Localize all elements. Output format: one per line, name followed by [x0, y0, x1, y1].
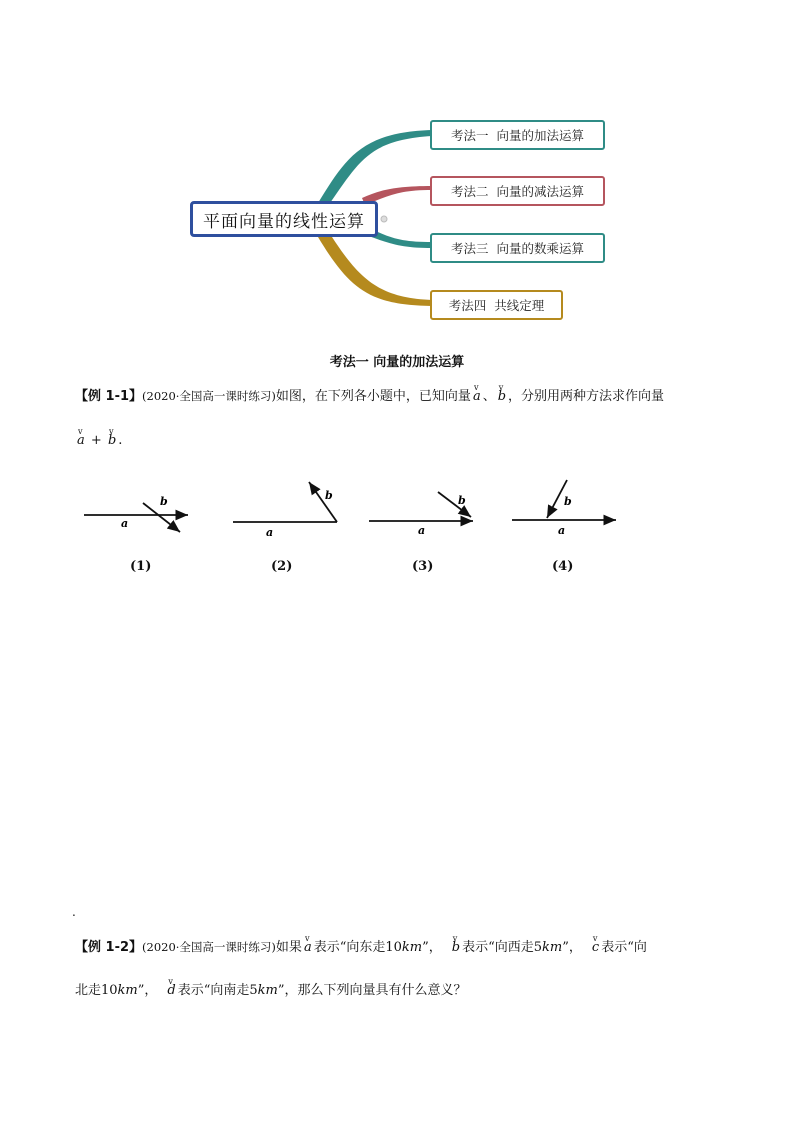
vector-a-label: a	[558, 524, 566, 537]
example-source: (2020·全国高一课时练习)	[142, 940, 276, 954]
section-title: 考法一 向量的加法运算	[329, 355, 465, 370]
vector-figures	[0, 470, 794, 560]
vector-b-arrow	[438, 492, 471, 517]
branch-connector-1	[318, 130, 432, 203]
collapse-dot	[381, 216, 387, 222]
example-source: (2020·全国高一课时练习)	[142, 389, 276, 403]
figure-caption-1: (1)	[130, 559, 152, 574]
example-text: 表示“向东走10	[313, 940, 402, 955]
vector-a-label: a	[121, 517, 129, 530]
vector-b-label: b	[160, 495, 168, 508]
example-1-2-line2	[75, 982, 467, 1000]
unit-km: km	[257, 983, 278, 998]
mindmap-branch-2: 考法二 向量的减法运算	[430, 176, 605, 206]
example-text: 表示“向	[601, 940, 647, 955]
vector-b-symbol: v b	[496, 388, 508, 406]
example-text: 如图，在下列各小题中，已知向量	[275, 389, 471, 404]
unit-km: km	[401, 940, 423, 955]
separator: 、	[482, 389, 496, 404]
vector-d-symbol: v d	[165, 982, 177, 1000]
mindmap-root: 平面向量的线性运算	[190, 201, 378, 237]
example-tag: 【例 1-1】	[75, 389, 143, 404]
mindmap-branch-4: 考法四 共线定理	[430, 290, 563, 320]
example-text: ”，	[562, 940, 582, 955]
figure-4	[512, 480, 616, 537]
example-text: ”，	[422, 940, 442, 955]
mindmap-branch-1: 考法一 向量的加法运算	[430, 120, 605, 150]
vector-b-label: b	[458, 494, 466, 507]
mindmap-connectors	[0, 0, 794, 340]
example-1-1-line1	[75, 387, 664, 406]
vector-a-label: a	[418, 524, 426, 537]
plus-sign: +	[86, 433, 106, 448]
vector-a-symbol: v a	[75, 432, 87, 450]
vector-a-symbol: v a	[302, 939, 314, 957]
example-text: ，分别用两种方法求作向量	[508, 389, 665, 404]
figure-2	[233, 482, 337, 539]
unit-km: km	[117, 983, 138, 998]
example-text: 表示“向西走5	[462, 940, 543, 955]
vector-b-symbol: v b	[106, 432, 118, 450]
figure-1	[84, 495, 188, 532]
figure-3	[369, 492, 473, 537]
vector-b-arrow	[309, 482, 337, 522]
example-1-1-line2	[75, 432, 122, 450]
figure-caption-3: (3)	[412, 559, 434, 574]
stray-dot: .	[72, 905, 76, 919]
vector-c-symbol: v c	[590, 939, 601, 957]
vector-b-label: b	[564, 495, 572, 508]
example-tag: 【例 1-2】	[75, 940, 143, 955]
period: .	[118, 433, 123, 448]
example-text: ”，那么下列向量具有什么意义？	[277, 983, 467, 998]
vector-a-symbol: v a	[471, 388, 483, 406]
vector-a-label: a	[266, 526, 274, 539]
figure-caption-4: (4)	[552, 559, 574, 574]
example-text: 如果	[275, 940, 302, 955]
vector-b-symbol: v b	[450, 939, 462, 957]
mindmap-branch-3: 考法三 向量的数乘运算	[430, 233, 605, 263]
example-text: 表示“向南走5	[177, 983, 258, 998]
example-text: 北走10	[75, 983, 118, 998]
example-1-2-line1	[75, 938, 647, 957]
unit-km: km	[542, 940, 563, 955]
figure-caption-2: (2)	[271, 559, 293, 574]
example-text: ”，	[137, 983, 158, 998]
vector-b-label: b	[325, 489, 333, 502]
